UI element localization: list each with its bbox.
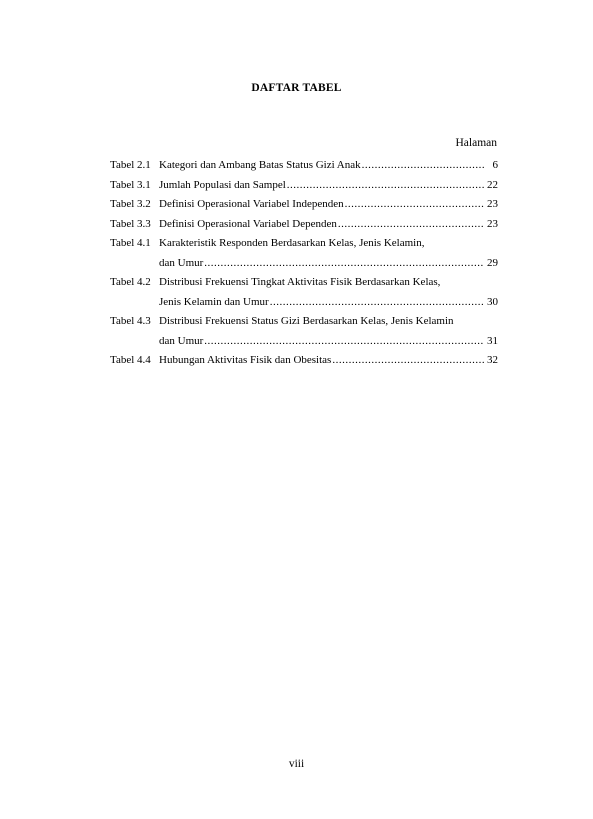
dot-leader xyxy=(204,332,484,352)
page-number: 30 xyxy=(487,295,498,308)
table-list xyxy=(110,156,498,371)
table-number: Tabel 3.2 xyxy=(110,198,151,210)
page-number: 32 xyxy=(487,354,498,366)
toc-entry[interactable] xyxy=(110,215,498,235)
footer-page-number: viii xyxy=(288,758,305,770)
table-caption: Hubungan Aktivitas Fisik dan Obesitas xyxy=(159,354,332,366)
page-number: 23 xyxy=(487,198,498,210)
dot-leader xyxy=(362,156,484,176)
page-title: DAFTAR TABEL xyxy=(251,82,342,94)
toc-entry[interactable] xyxy=(110,195,498,215)
table-number: Tabel 4.4 xyxy=(110,354,151,366)
page-column-header: Halaman xyxy=(455,137,497,149)
table-number: Tabel 4.1 xyxy=(110,237,151,249)
table-caption-continued: dan Umur xyxy=(159,256,204,269)
table-caption-continued: dan Umur xyxy=(159,334,204,347)
dot-leader xyxy=(338,215,484,235)
dot-leader xyxy=(270,293,484,313)
table-number: Tabel 4.2 xyxy=(110,276,151,288)
table-caption: Jumlah Populasi dan Sampel xyxy=(159,178,286,191)
table-number: Tabel 4.3 xyxy=(110,315,151,327)
page-number: 6 xyxy=(492,159,498,171)
toc-entry[interactable] xyxy=(110,312,498,351)
table-number: Tabel 3.1 xyxy=(110,178,151,191)
table-caption: Karakteristik Responden Berdasarkan Kelas, Jenis Kelamin, xyxy=(159,237,425,249)
page-number: 29 xyxy=(487,256,498,269)
table-number: Tabel 3.3 xyxy=(110,217,151,230)
toc-entry[interactable] xyxy=(110,176,498,196)
dot-leader xyxy=(345,195,484,215)
dot-leader xyxy=(287,176,484,196)
table-number: Tabel 2.1 xyxy=(110,159,151,171)
toc-entry[interactable] xyxy=(110,234,498,273)
page-number: 31 xyxy=(487,334,498,347)
table-caption: Distribusi Frekuensi Status Gizi Berdasarkan Kelas, Jenis Kelamin xyxy=(159,315,454,327)
dot-leader xyxy=(332,351,484,371)
page-number: 23 xyxy=(487,217,498,230)
toc-entry[interactable] xyxy=(110,273,498,312)
table-caption-continued: Jenis Kelamin dan Umur xyxy=(159,295,269,308)
toc-entry[interactable] xyxy=(110,351,498,371)
toc-entry[interactable] xyxy=(110,156,498,176)
table-caption: Kategori dan Ambang Batas Status Gizi Anak xyxy=(159,159,361,171)
table-caption: Distribusi Frekuensi Tingkat Aktivitas Fisik Berdasarkan Kelas, xyxy=(159,276,441,288)
table-caption: Definisi Operasional Variabel Independen xyxy=(159,198,344,210)
dot-leader xyxy=(204,254,484,274)
table-caption: Definisi Operasional Variabel Dependen xyxy=(159,217,337,230)
page-number: 22 xyxy=(487,178,498,191)
